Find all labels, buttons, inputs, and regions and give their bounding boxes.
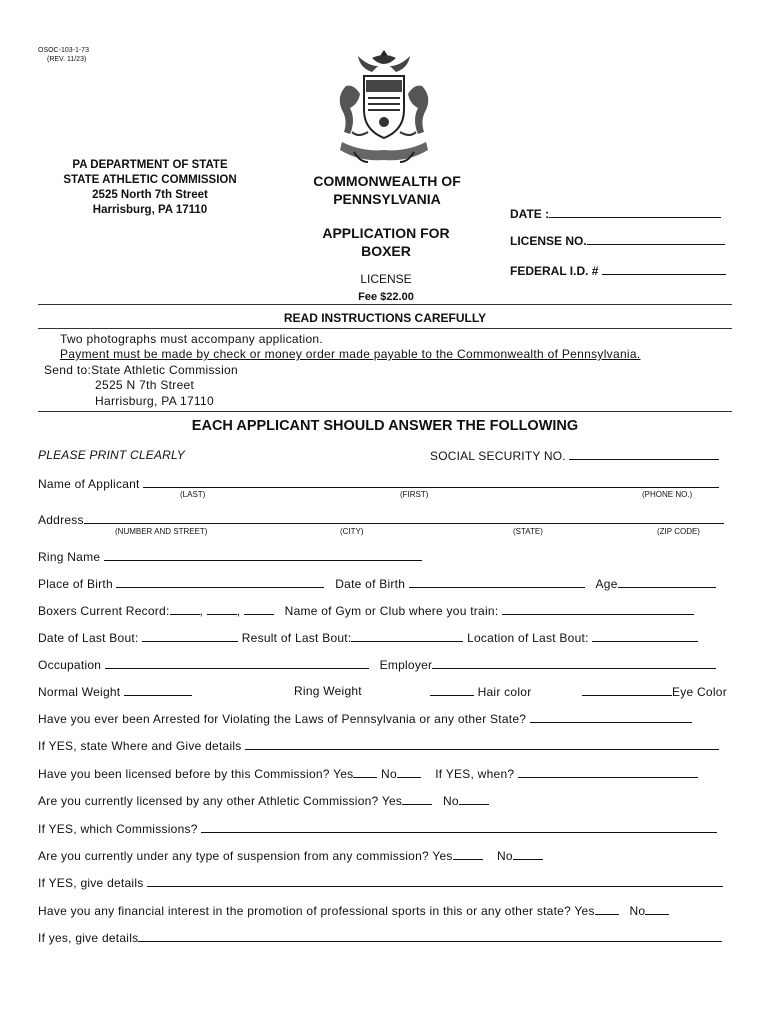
- eye-color-line[interactable]: [582, 684, 672, 696]
- ring-name-label: Ring Name: [38, 550, 101, 564]
- application-line2: BOXER: [361, 243, 411, 259]
- age-line[interactable]: [618, 576, 716, 588]
- which-commissions-line[interactable]: [201, 821, 717, 833]
- arrest-details-line[interactable]: [245, 738, 719, 750]
- form-revision: (REV. 11/23): [47, 56, 87, 63]
- commission-name: STATE ATHLETIC COMMISSION: [63, 174, 237, 186]
- send-to-line: Send to:State Athletic Commission: [44, 363, 238, 377]
- ring-weight-label: Ring Weight: [294, 684, 362, 698]
- name-field[interactable]: [38, 476, 719, 491]
- financial-row: [38, 903, 669, 918]
- name-sub-first: (FIRST): [400, 490, 429, 499]
- date-line[interactable]: [549, 206, 721, 218]
- occupation-row: [38, 657, 716, 672]
- employer-label: Employer: [379, 658, 433, 672]
- print-clearly-note: PLEASE PRINT CLEARLY: [38, 448, 185, 462]
- date-of-birth-label: Date of Birth: [335, 577, 406, 591]
- last-bout-result-line[interactable]: [351, 630, 463, 642]
- licensed-before-when-label: If YES, when?: [435, 767, 515, 781]
- record-row: Boxers Current Record: , , Name of Gym or Club where you train:: [38, 603, 694, 618]
- fee-label: Fee $22.00: [358, 291, 414, 303]
- address-label: Address: [38, 513, 84, 527]
- pennsylvania-seal-icon: [328, 46, 440, 170]
- suspension-yes-line[interactable]: [453, 848, 483, 860]
- financial-details-line[interactable]: [138, 930, 722, 942]
- date-label: DATE :: [510, 207, 550, 221]
- date-field[interactable]: [510, 206, 721, 221]
- suspension-details-label: If YES, give details: [38, 876, 144, 890]
- name-sub-last: (LAST): [180, 490, 206, 499]
- divider: [38, 328, 732, 329]
- financial-question: Have you any financial interest in the promotion of professional sports in this or any other state? Yes: [38, 904, 595, 918]
- normal-weight-label: Normal Weight: [38, 685, 121, 699]
- financial-no-label: No: [629, 904, 646, 918]
- arrested-question: Have you ever been Arrested for Violating the Laws of Pennsylvania or any other State?: [38, 712, 527, 726]
- normal-weight-line[interactable]: [124, 684, 192, 696]
- date-of-birth-line[interactable]: [409, 576, 585, 588]
- financial-details-label: If yes, give details: [38, 931, 139, 945]
- gym-label: Name of Gym or Club where you train:: [284, 604, 499, 618]
- record-wins-line[interactable]: [170, 603, 200, 615]
- application-title: [300, 224, 472, 260]
- suspension-row: [38, 848, 543, 863]
- hair-color-line[interactable]: [430, 684, 474, 696]
- gym-line[interactable]: [502, 603, 694, 615]
- record-losses-line[interactable]: [207, 603, 237, 615]
- arrested-row: [38, 711, 692, 726]
- send-to-street: 2525 N 7th Street: [95, 378, 195, 392]
- licensed-other-no-label: No: [442, 794, 459, 808]
- licensed-other-row: [38, 793, 489, 808]
- license-no-line[interactable]: [587, 233, 725, 245]
- federal-id-field[interactable]: [510, 263, 726, 278]
- eye-color-label: Eye Color: [672, 685, 727, 699]
- seal-graphic: [328, 46, 440, 170]
- commonwealth-line1: COMMONWEALTH OF: [313, 173, 461, 189]
- licensed-before-yes-line[interactable]: [353, 766, 377, 778]
- suspension-details-row: [38, 875, 723, 890]
- instruction-payment: Payment must be made by check or money order made payable to the Commonwealth of Pennsylvania.: [60, 347, 641, 361]
- ring-name-line[interactable]: [104, 549, 422, 561]
- licensed-other-question: Are you currently licensed by any other Athletic Commission? Yes: [38, 794, 403, 808]
- name-sub-phone: (PHONE NO.): [642, 490, 693, 499]
- which-commissions-label: If YES, which Commissions?: [38, 822, 198, 836]
- licensed-before-no-line[interactable]: [397, 766, 421, 778]
- hair-color-field[interactable]: [430, 684, 531, 699]
- section-heading: EACH APPLICANT SHOULD ANSWER THE FOLLOWING: [191, 418, 579, 434]
- instructions-heading: READ INSTRUCTIONS CAREFULLY: [283, 311, 487, 325]
- federal-id-line[interactable]: [602, 263, 726, 275]
- department-block: [40, 158, 260, 218]
- last-bout-row: [38, 630, 698, 645]
- which-commissions-row: [38, 821, 717, 836]
- record-label: Boxers Current Record:: [38, 604, 170, 618]
- name-label: Name of Applicant: [38, 477, 140, 491]
- dept-street: 2525 North 7th Street: [92, 189, 208, 201]
- place-of-birth-line[interactable]: [116, 576, 324, 588]
- financial-no-line[interactable]: [645, 903, 669, 915]
- addr-sub-street: (NUMBER AND STREET): [115, 527, 208, 536]
- divider: [38, 304, 732, 305]
- license-label: LICENSE: [360, 272, 412, 286]
- financial-yes-line[interactable]: [595, 903, 619, 915]
- last-bout-result-label: Result of Last Bout:: [241, 631, 352, 645]
- addr-sub-state: (STATE): [513, 527, 543, 536]
- licensed-other-yes-line[interactable]: [402, 793, 432, 805]
- application-line1: APPLICATION FOR: [322, 225, 450, 241]
- licensed-before-row: [38, 766, 698, 781]
- licensed-before-when-line[interactable]: [518, 766, 698, 778]
- financial-details-row: [38, 930, 722, 945]
- license-no-field[interactable]: [510, 233, 725, 248]
- suspension-no-label: No: [496, 849, 513, 863]
- ring-weight-field: [294, 684, 362, 698]
- last-bout-date-line[interactable]: [142, 630, 238, 642]
- form-number: OSOC-103-1-73: [38, 47, 89, 54]
- record-draws-line[interactable]: [244, 603, 274, 615]
- arrest-details-row: [38, 738, 719, 753]
- age-label: Age: [595, 577, 618, 591]
- licensed-before-no-label: No: [381, 767, 397, 781]
- addr-sub-zip: (ZIP CODE): [657, 527, 700, 536]
- ssn-label: SOCIAL SECURITY NO.: [430, 449, 566, 463]
- commonwealth-title: [296, 172, 478, 208]
- place-of-birth-label: Place of Birth: [38, 577, 113, 591]
- licensed-other-no-line[interactable]: [459, 793, 489, 805]
- divider: [38, 411, 732, 412]
- suspension-no-line[interactable]: [513, 848, 543, 860]
- last-bout-location-line[interactable]: [592, 630, 698, 642]
- weight-row: [38, 684, 192, 699]
- instruction-photographs: Two photographs must accompany application.: [60, 332, 324, 346]
- address-line[interactable]: [84, 512, 724, 524]
- commonwealth-line2: PENNSYLVANIA: [333, 191, 441, 207]
- last-bout-location-label: Location of Last Bout:: [467, 631, 589, 645]
- addr-sub-city: (CITY): [340, 527, 364, 536]
- ssn-field[interactable]: [430, 448, 719, 463]
- federal-id-label: FEDERAL I.D. #: [510, 264, 599, 278]
- eye-color-field[interactable]: [582, 684, 727, 699]
- licensed-before-question: Have you been licensed before by this Commission? Yes: [38, 767, 354, 781]
- occupation-line[interactable]: [105, 657, 369, 669]
- suspension-details-line[interactable]: [147, 875, 723, 887]
- occupation-label: Occupation: [38, 658, 102, 672]
- hair-color-label: Hair color: [477, 685, 532, 699]
- suspension-question: Are you currently under any type of suspension from any commission? Yes: [38, 849, 453, 863]
- address-field[interactable]: [38, 512, 724, 527]
- dept-name: PA DEPARTMENT OF STATE: [72, 159, 228, 171]
- license-no-label: LICENSE NO.: [510, 234, 587, 248]
- name-line[interactable]: [143, 476, 719, 488]
- dept-city: Harrisburg, PA 17110: [92, 204, 208, 216]
- send-to-city: Harrisburg, PA 17110: [95, 394, 214, 408]
- last-bout-date-label: Date of Last Bout:: [38, 631, 139, 645]
- ring-name-field[interactable]: [38, 549, 422, 564]
- ssn-line[interactable]: [569, 448, 719, 460]
- arrest-details-label: If YES, state Where and Give details: [38, 739, 242, 753]
- arrested-line[interactable]: [530, 711, 692, 723]
- employer-line[interactable]: [432, 657, 716, 669]
- birth-row: [38, 576, 716, 591]
- form-code: [38, 46, 89, 64]
